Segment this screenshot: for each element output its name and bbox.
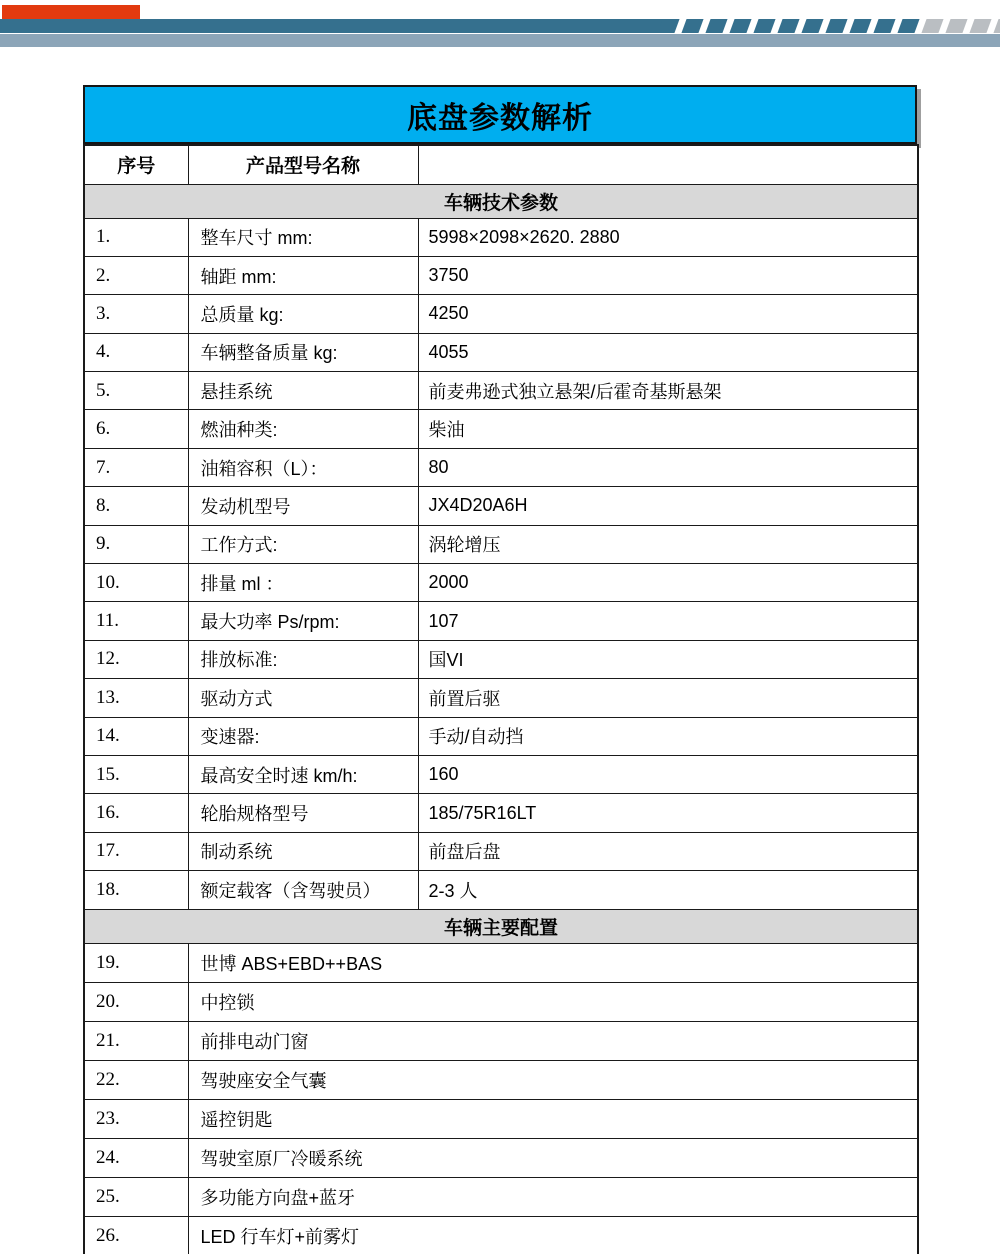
row-value: 前麦弗逊式独立悬架/后霍奇基斯悬架 [418, 372, 918, 410]
row-label: 总质量 kg: [188, 295, 418, 333]
row-number: 26. [84, 1217, 188, 1254]
table-row [84, 295, 918, 333]
table-row [84, 256, 918, 294]
row-label: 最大功率 Ps/rpm: [188, 602, 418, 640]
top-banner [0, 0, 1000, 50]
column-header-value [418, 145, 918, 184]
row-value: 手动/自动挡 [418, 717, 918, 755]
row-number: 18. [84, 871, 188, 909]
spec-sheet [83, 85, 917, 1254]
banner-stripe-gray [921, 19, 943, 33]
row-value: 涡轮增压 [418, 525, 918, 563]
row-number: 10. [84, 564, 188, 602]
section-header-row [84, 909, 918, 943]
row-number: 12. [84, 640, 188, 678]
row-value: 3750 [418, 256, 918, 294]
row-number: 7. [84, 448, 188, 486]
row-number: 6. [84, 410, 188, 448]
row-label: 遥控钥匙 [188, 1099, 918, 1138]
spec-table-body [84, 145, 918, 1254]
banner-stripe-teal [660, 19, 680, 33]
section-title: 车辆技术参数 [84, 184, 918, 218]
row-number: 4. [84, 333, 188, 371]
row-label: 驱动方式 [188, 679, 418, 717]
row-number: 9. [84, 525, 188, 563]
table-row [84, 410, 918, 448]
row-number: 2. [84, 256, 188, 294]
row-label: 中控锁 [188, 982, 918, 1021]
row-label: 整车尺寸 mm: [188, 218, 418, 256]
table-row [84, 1217, 918, 1254]
spec-table [83, 144, 919, 1254]
row-label: 轮胎规格型号 [188, 794, 418, 832]
row-label: 驾驶室原厂冷暖系统 [188, 1139, 918, 1178]
row-number: 19. [84, 943, 188, 982]
table-row [84, 218, 918, 256]
banner-stripe-gray [969, 19, 991, 33]
row-value: 国VI [418, 640, 918, 678]
row-value: 4055 [418, 333, 918, 371]
row-label: 最高安全时速 km/h: [188, 755, 418, 793]
table-row [84, 640, 918, 678]
row-label: 变速器: [188, 717, 418, 755]
table-row [84, 525, 918, 563]
banner-stripe-teal [801, 19, 823, 33]
column-header-no: 序号 [84, 145, 188, 184]
row-label: 悬挂系统 [188, 372, 418, 410]
row-label: 车辆整备质量 kg: [188, 333, 418, 371]
column-header-model: 产品型号名称 [188, 145, 418, 184]
table-row [84, 679, 918, 717]
table-row [84, 564, 918, 602]
row-number: 1. [84, 218, 188, 256]
column-header-row [84, 145, 918, 184]
banner-light-band [0, 34, 1000, 47]
banner-stripe-gray [993, 19, 1000, 33]
page-title: 底盘参数解析 [407, 101, 593, 135]
table-row [84, 1060, 918, 1099]
row-value: 前盘后盘 [418, 832, 918, 870]
section-header-row [84, 184, 918, 218]
row-value: 80 [418, 448, 918, 486]
table-row [84, 717, 918, 755]
table-row [84, 448, 918, 486]
banner-red-block [2, 5, 140, 19]
row-value: 柴油 [418, 410, 918, 448]
row-number: 22. [84, 1060, 188, 1099]
row-number: 23. [84, 1099, 188, 1138]
row-label: 额定载客（含驾驶员） [188, 871, 418, 909]
table-row [84, 1178, 918, 1217]
banner-stripe-teal [777, 19, 799, 33]
row-value: 5998×2098×2620. 2880 [418, 218, 918, 256]
table-row [84, 602, 918, 640]
table-row [84, 372, 918, 410]
table-row [84, 943, 918, 982]
table-row [84, 1139, 918, 1178]
row-label: 油箱容积（L）： [188, 448, 418, 486]
row-label: 前排电动门窗 [188, 1021, 918, 1060]
row-label: 制动系统 [188, 832, 418, 870]
row-value: JX4D20A6H [418, 487, 918, 525]
table-row [84, 333, 918, 371]
table-title-bar [83, 85, 917, 144]
row-number: 11. [84, 602, 188, 640]
row-value: 107 [418, 602, 918, 640]
row-number: 15. [84, 755, 188, 793]
banner-stripe-gray [945, 19, 967, 33]
banner-stripe-teal [681, 19, 703, 33]
row-number: 25. [84, 1178, 188, 1217]
table-row [84, 794, 918, 832]
row-value: 2-3 人 [418, 871, 918, 909]
row-value: 2000 [418, 564, 918, 602]
row-label: 工作方式: [188, 525, 418, 563]
section-title: 车辆主要配置 [84, 909, 918, 943]
table-row [84, 1099, 918, 1138]
row-label: 排放标准: [188, 640, 418, 678]
row-number: 3. [84, 295, 188, 333]
row-value: 185/75R16LT [418, 794, 918, 832]
banner-stripe-teal [897, 19, 919, 33]
row-value: 前置后驱 [418, 679, 918, 717]
row-number: 21. [84, 1021, 188, 1060]
row-label: 排量 ml ： [188, 564, 418, 602]
banner-stripe-teal [753, 19, 775, 33]
row-label: 多功能方向盘+蓝牙 [188, 1178, 918, 1217]
row-label: 燃油种类: [188, 410, 418, 448]
row-number: 17. [84, 832, 188, 870]
row-number: 24. [84, 1139, 188, 1178]
row-number: 14. [84, 717, 188, 755]
table-row [84, 755, 918, 793]
row-number: 20. [84, 982, 188, 1021]
banner-teal-band [0, 19, 664, 33]
banner-stripe-teal [873, 19, 895, 33]
row-label: 世博 ABS+EBD++BAS [188, 943, 918, 982]
table-row [84, 871, 918, 909]
table-row [84, 982, 918, 1021]
table-row [84, 832, 918, 870]
row-label: 驾驶座安全气囊 [188, 1060, 918, 1099]
row-number: 13. [84, 679, 188, 717]
row-label: LED 行车灯+前雾灯 [188, 1217, 918, 1254]
row-number: 16. [84, 794, 188, 832]
banner-stripe-teal [825, 19, 847, 33]
row-number: 8. [84, 487, 188, 525]
banner-stripe-teal [849, 19, 871, 33]
banner-diagonal-stripes [660, 19, 1000, 33]
banner-stripe-teal [729, 19, 751, 33]
banner-stripe-teal [705, 19, 727, 33]
row-number: 5. [84, 372, 188, 410]
table-row [84, 1021, 918, 1060]
row-value: 160 [418, 755, 918, 793]
row-label: 发动机型号 [188, 487, 418, 525]
row-label: 轴距 mm: [188, 256, 418, 294]
row-value: 4250 [418, 295, 918, 333]
table-row [84, 487, 918, 525]
